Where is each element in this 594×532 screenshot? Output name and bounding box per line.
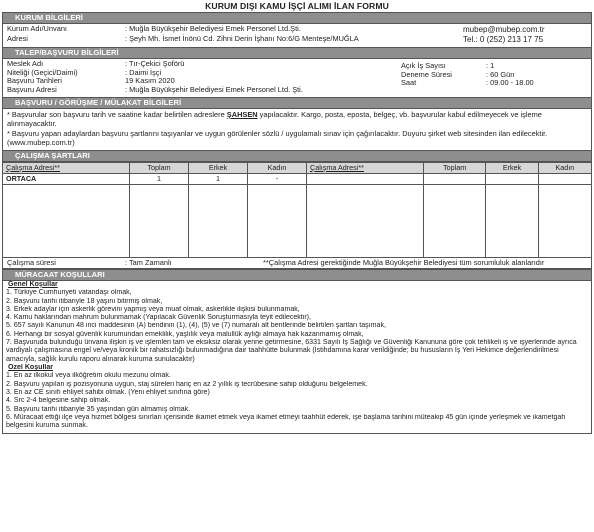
basvuru-section xyxy=(2,109,592,150)
column-header: Toplam xyxy=(130,162,189,173)
section-header-basvuru: BAŞVURU / GÖRÜŞME / MÜLAKAT BİLGİLERİ xyxy=(2,97,592,109)
basvuru-note-1-rest: yapılacaktır. Kargo, posta, eposta, belgeç, vb. başvurular kabul edilmeyecek ve işleme alınmayacaktır. xyxy=(7,109,542,128)
talep-value: 19 Kasım 2020 xyxy=(125,76,175,86)
talep-right-value: : 09.00 - 18.00 xyxy=(486,78,534,88)
form-title: KURUM DIŞI KAMU İŞÇİ ALIMI İLAN FORMU xyxy=(205,1,389,11)
kurum-name-value: : Muğla Büyükşehir Belediyesi Emek Personel Ltd.Şti. xyxy=(125,24,301,33)
basvuru-note-2: * Başvuru yapan adaylardan başvuru şartlarını taşıyanlar ve uygun görülenler sözlü / uygulamalı sınav için çağırılacaktır. Duyuru şirket web sitesinden ilan edilecektir. (www.mubep.com.tr) xyxy=(7,129,548,148)
kurum-email[interactable]: mubep@mubep.com.tr xyxy=(463,25,545,34)
list-item: 1. En az ilkokul veya ilköğretim okulu mezunu olmak. xyxy=(6,372,171,380)
list-item: 1. Türkiye Cumhuriyeti vatandaşı olmak, xyxy=(6,289,132,297)
section-header-muracaat: MÜRACAAT KOŞULLARI xyxy=(2,269,592,281)
table-cell: - xyxy=(248,173,307,184)
talep-right-label: Saat xyxy=(401,78,417,88)
talep-right-value: : 60 Gün xyxy=(486,69,515,79)
basvuru-note-1-text: * Başvurular son başvuru tarih ve saatine kadar belirtilen adreslere xyxy=(7,109,227,119)
column-header: Kadın xyxy=(248,162,307,173)
list-item: 2. Başvuru tarihi itibariyle 18 yaşını bitirmiş olmak, xyxy=(6,297,163,305)
talep-label: Niteliği (Geçici/Daimi) xyxy=(7,67,78,77)
talep-value: : Muğla Büyükşehir Belediyesi Emek Personel Ltd. Şti. xyxy=(125,85,303,95)
list-item: 6. Müracaat ettiği ilçe veya hizmet bölgesi sınırları içerisinde ikamet etmek veya ikamet etmeyi taahhüt ederek, işe başlama tarihini müteakip 45 gün içinde yerleşmek ve ikametgah belgesini kuruma sunmak. xyxy=(6,413,566,430)
talep-value: : Daimi İşçi xyxy=(125,67,162,77)
calisma-sure-row xyxy=(2,258,592,269)
list-item: 4. Kamu haklarından mahrum bulunmamak (Yapılacak Güvenlik Soruşturmasıyla teyit edilecektir), xyxy=(6,314,311,322)
kurum-address-label: Adresi xyxy=(7,34,28,43)
calisma-sure-label: Çalışma süresi xyxy=(7,257,56,267)
talep-right-label: Deneme Süresi xyxy=(401,69,452,79)
list-item: 3. Erkek adaylar için askerlik görevini yapmış veya muaf olmak, askerlikle ilişkisi bulunmamak, xyxy=(6,305,300,313)
basvuru-note-1 xyxy=(3,110,591,129)
table-cell xyxy=(424,173,486,184)
table-cell xyxy=(538,173,591,184)
column-header: Toplam xyxy=(424,162,486,173)
talep-right-label: Açık İş Sayısı xyxy=(401,61,446,70)
table-row xyxy=(3,173,592,184)
list-item: 5. 657 sayılı Kanunun 48 inci maddesinin (A) bendinin (1), (4), (5) ve (7) numaralı alt bentlerinde belirtilen şartları taşımak, xyxy=(6,322,386,330)
genel-kosullar-title: Genel Koşullar xyxy=(8,280,58,288)
table-cell xyxy=(307,173,424,184)
section-header-kurum: KURUM BİLGİLERİ xyxy=(2,12,592,24)
muracaat-section xyxy=(2,281,592,434)
sahsen-text: ŞAHSEN xyxy=(226,109,258,119)
talep-label: Başvuru Tarihleri xyxy=(7,76,62,86)
table-row-empty xyxy=(3,184,592,257)
column-header: Erkek xyxy=(486,162,538,173)
talep-value: : Tır-Çekici Şoförü xyxy=(125,59,185,68)
kurum-address-value: : Şeyh Mh. İsmet İnönü Cd. Zihni Derin İşhanı No:6/G Menteşe/MUĞLA xyxy=(125,34,359,43)
table-cell xyxy=(486,173,538,184)
talep-label: Meslek Adı xyxy=(7,59,44,68)
section-header-talep: TALEP/BAŞVURU BİLGİLERİ xyxy=(2,47,592,59)
kurum-phone: Tel.: 0 (252) 213 17 75 xyxy=(463,35,544,44)
column-header: Kadın xyxy=(538,162,591,173)
calisma-table xyxy=(2,162,592,258)
column-header: Erkek xyxy=(189,162,248,173)
column-header: Çalışma Adresi** xyxy=(3,162,130,173)
table-cell: ORTACA xyxy=(3,173,130,184)
calisma-footnote: **Çalışma Adresi gerektiğinde Muğla Büyükşehir Belediyesi tüm sorumluluk alanlarıdır xyxy=(263,257,545,267)
list-item: 6. Herhangi bir sosyal güvenlik kurumundan emeklilik, yaşlılık veya malullük aylığı almaya hak kazanmamış olmak, xyxy=(6,330,364,338)
talep-right-value: : 1 xyxy=(486,61,495,70)
list-item: 3. En az CE sınıfı ehliyet sahibi olmak. (Yeni ehliyet sınıfına göre) xyxy=(6,388,210,396)
table-cell: 1 xyxy=(130,173,189,184)
list-item: 4. Src 2-4 belgesine sahip olmak. xyxy=(6,397,111,405)
kurum-section xyxy=(2,24,592,47)
section-header-calisma: ÇALIŞMA ŞARTLARI xyxy=(2,150,592,162)
table-cell: 1 xyxy=(189,173,248,184)
kurum-name-label: Kurum Adı/Unvanı xyxy=(7,24,67,33)
calisma-sure-value: : Tam Zamanlı xyxy=(125,257,172,267)
ozel-kosullar-title: Özel Koşullar xyxy=(8,364,54,371)
list-item: 5. Başvuru tarihi itibariyle 35 yaşından gün almamış olmak. xyxy=(6,405,191,413)
column-header: Çalışma Adresi** xyxy=(307,162,424,173)
table-header-row xyxy=(3,162,592,173)
list-item: 7. Başvuruda bulunduğu ünvana ilişkin iş ve işlemleri tam ve eksiksiz olarak yerine getirmesine, 6331 Sayılı İş Sağlığı ve Güvenliği Kanununa göre çok tehlikeli iş ve işyerlerinde ayrıca vardiyalı çalışmasına engel ve/veya kronik bir rahatsızlığı bulunmadığına dair taahhütte bulunmak (İstihdamına karar verildiğinde; bu hususların İş Yeri Hekimce değerlendirilmesi amacıyla, sağlık kurulu raporu alınarak kuruma sunulacaktır) xyxy=(6,339,577,363)
talep-section xyxy=(2,59,592,97)
form-page xyxy=(2,0,592,532)
list-item: 2. Başvuru yapılan iş pozisyonuna uygun, staj süreleri hariç en az 2 yıllık iş tecrübesine sahip olduğunu belgelemek. xyxy=(6,380,368,388)
talep-label: Başvuru Adresi xyxy=(7,85,57,95)
